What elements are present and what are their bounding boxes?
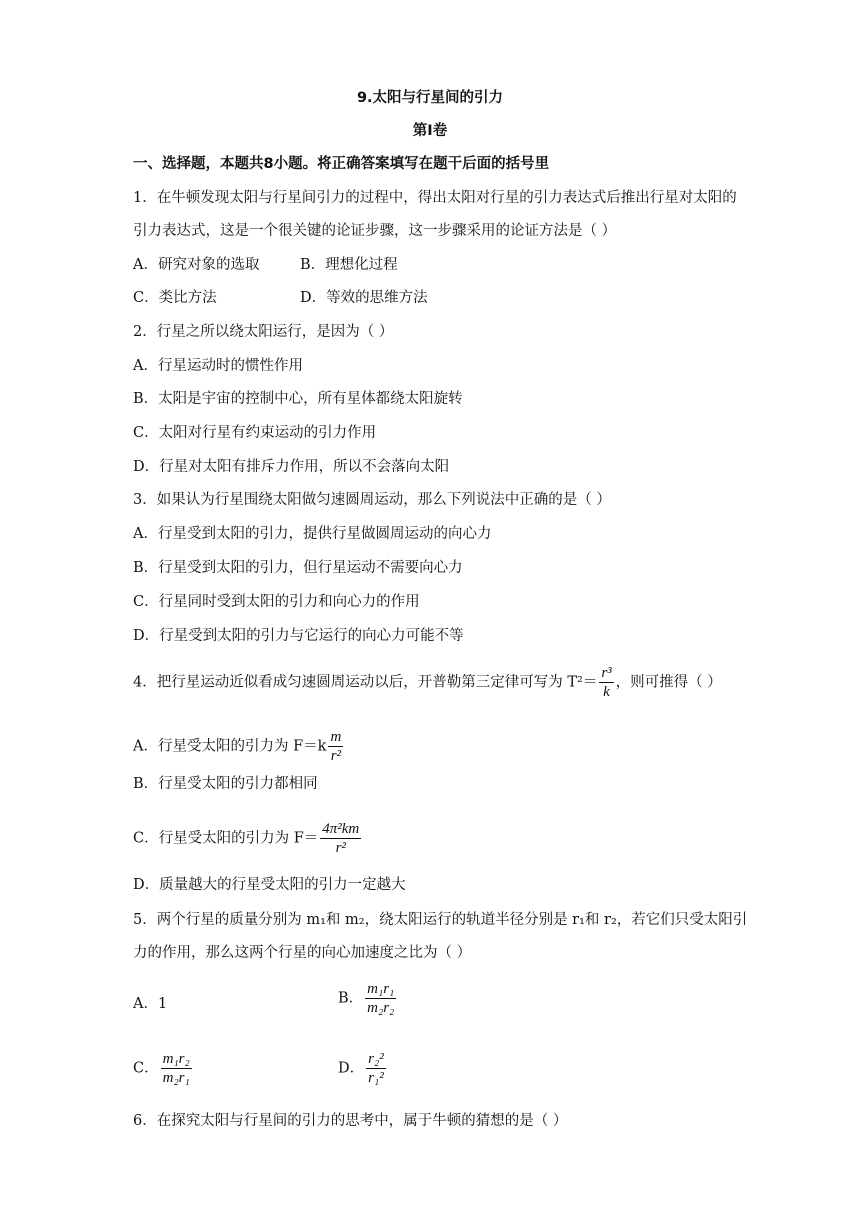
q6-stem: 6．在探究太阳与行星间的引力的思考中，属于牛顿的猜想的是（ ） xyxy=(133,1113,568,1129)
q5-stem-line2: 力的作用，那么这两个行星的向心加速度之比为（ ） xyxy=(133,945,472,961)
q5-option-c xyxy=(133,1050,194,1087)
q3-option-a: A．行星受到太阳的引力，提供行星做圆周运动的向心力 xyxy=(133,526,492,542)
volume-heading: 第Ⅰ卷 xyxy=(412,123,448,139)
fraction-denominator: r₁² xyxy=(368,1070,384,1086)
q5-stem-line1: 5．两个行星的质量分别为 m₁和 m₂，绕太阳运行的轨道半径分别是 r₁和 r₂，若它们只受太阳引 xyxy=(133,912,748,928)
q5-option-a: A．1 xyxy=(133,996,168,1012)
q2-stem: 2．行星之所以绕太阳运行，是因为（ ） xyxy=(133,324,394,340)
fraction-denominator: k xyxy=(603,684,610,700)
fraction-denominator: m₂r₁ xyxy=(162,1070,190,1086)
q2-option-d: D．行星对太阳有排斥力作用，所以不会落向太阳 xyxy=(133,459,450,475)
q5-option-b xyxy=(338,980,398,1017)
q3-stem: 3．如果认为行星围绕太阳做匀速圆周运动，那么下列说法中正确的是（ ） xyxy=(133,492,611,508)
q4-stem xyxy=(133,664,722,701)
q1-option-d: D．等效的思维方法 xyxy=(300,290,428,306)
fraction-denominator: m₂r₂ xyxy=(367,1000,395,1016)
q5-option-d-label: D． xyxy=(338,1060,365,1077)
q4-option-a-fraction xyxy=(328,728,343,765)
q5-option-b-label: B． xyxy=(338,990,364,1007)
fraction-numerator: r₂² xyxy=(368,1051,384,1067)
fraction-numerator: r³ xyxy=(601,665,612,681)
q5-option-d-fraction xyxy=(366,1050,386,1087)
fraction-denominator: r² xyxy=(335,840,346,856)
q4-option-c-text: C．行星受太阳的引力为 F＝ xyxy=(133,830,319,847)
q4-stem-text: 4．把行星运动近似看成匀速圆周运动以后，开普勒第三定律可写为 T²＝ xyxy=(133,674,598,691)
q5-option-d xyxy=(338,1050,388,1087)
q1-option-b: B．理想化过程 xyxy=(300,257,398,273)
q4-option-a xyxy=(133,728,345,765)
q2-option-c: C．太阳对行星有约束运动的引力作用 xyxy=(133,425,377,441)
section-heading: 一、选择题，本题共8小题。将正确答案填写在题干后面的括号里 xyxy=(133,156,550,172)
q4-stem-tail: ，则可推得（ ） xyxy=(615,674,722,691)
document-title: 9.太阳与行星间的引力 xyxy=(356,90,504,106)
q5-option-c-label: C． xyxy=(133,1060,159,1077)
q4-stem-fraction xyxy=(599,664,613,701)
q1-stem-line1: 1．在牛顿发现太阳与行星间引力的过程中，得出太阳对行星的引力表达式后推出行星对太阳的 xyxy=(133,190,737,206)
q2-option-a: A．行星运动时的惯性作用 xyxy=(133,358,303,374)
fraction-numerator: m xyxy=(330,729,342,745)
q4-option-c xyxy=(133,820,363,857)
q4-option-a-text: A．行星受太阳的引力为 F＝k xyxy=(133,738,327,755)
q1-stem-line2: 引力表达式，这是一个很关键的论证步骤，这一步骤采用的论证方法是（ ） xyxy=(133,223,617,239)
fraction-numerator: m₁r₂ xyxy=(162,1051,190,1067)
q3-option-c: C．行星同时受到太阳的引力和向心力的作用 xyxy=(133,594,420,610)
q3-option-d: D．行星受到太阳的引力与它运行的向心力可能不等 xyxy=(133,628,464,644)
q3-option-b: B．行星受到太阳的引力，但行星运动不需要向心力 xyxy=(133,560,463,576)
q2-option-b: B．太阳是宇宙的控制中心，所有星体都绕太阳旋转 xyxy=(133,391,463,407)
q1-option-c: C．类比方法 xyxy=(133,290,217,306)
q5-option-c-fraction xyxy=(161,1050,192,1087)
fraction-denominator: r² xyxy=(330,748,342,764)
fraction-numerator: 4π²km xyxy=(322,821,360,837)
q4-option-c-fraction xyxy=(320,820,361,857)
fraction-numerator: m₁r₁ xyxy=(367,981,395,997)
q4-option-d: D．质量越大的行星受太阳的引力一定越大 xyxy=(133,877,406,893)
q1-option-a: A．研究对象的选取 xyxy=(133,257,260,273)
q4-option-b: B．行星受太阳的引力都相同 xyxy=(133,776,318,792)
q5-option-b-fraction xyxy=(365,980,396,1017)
